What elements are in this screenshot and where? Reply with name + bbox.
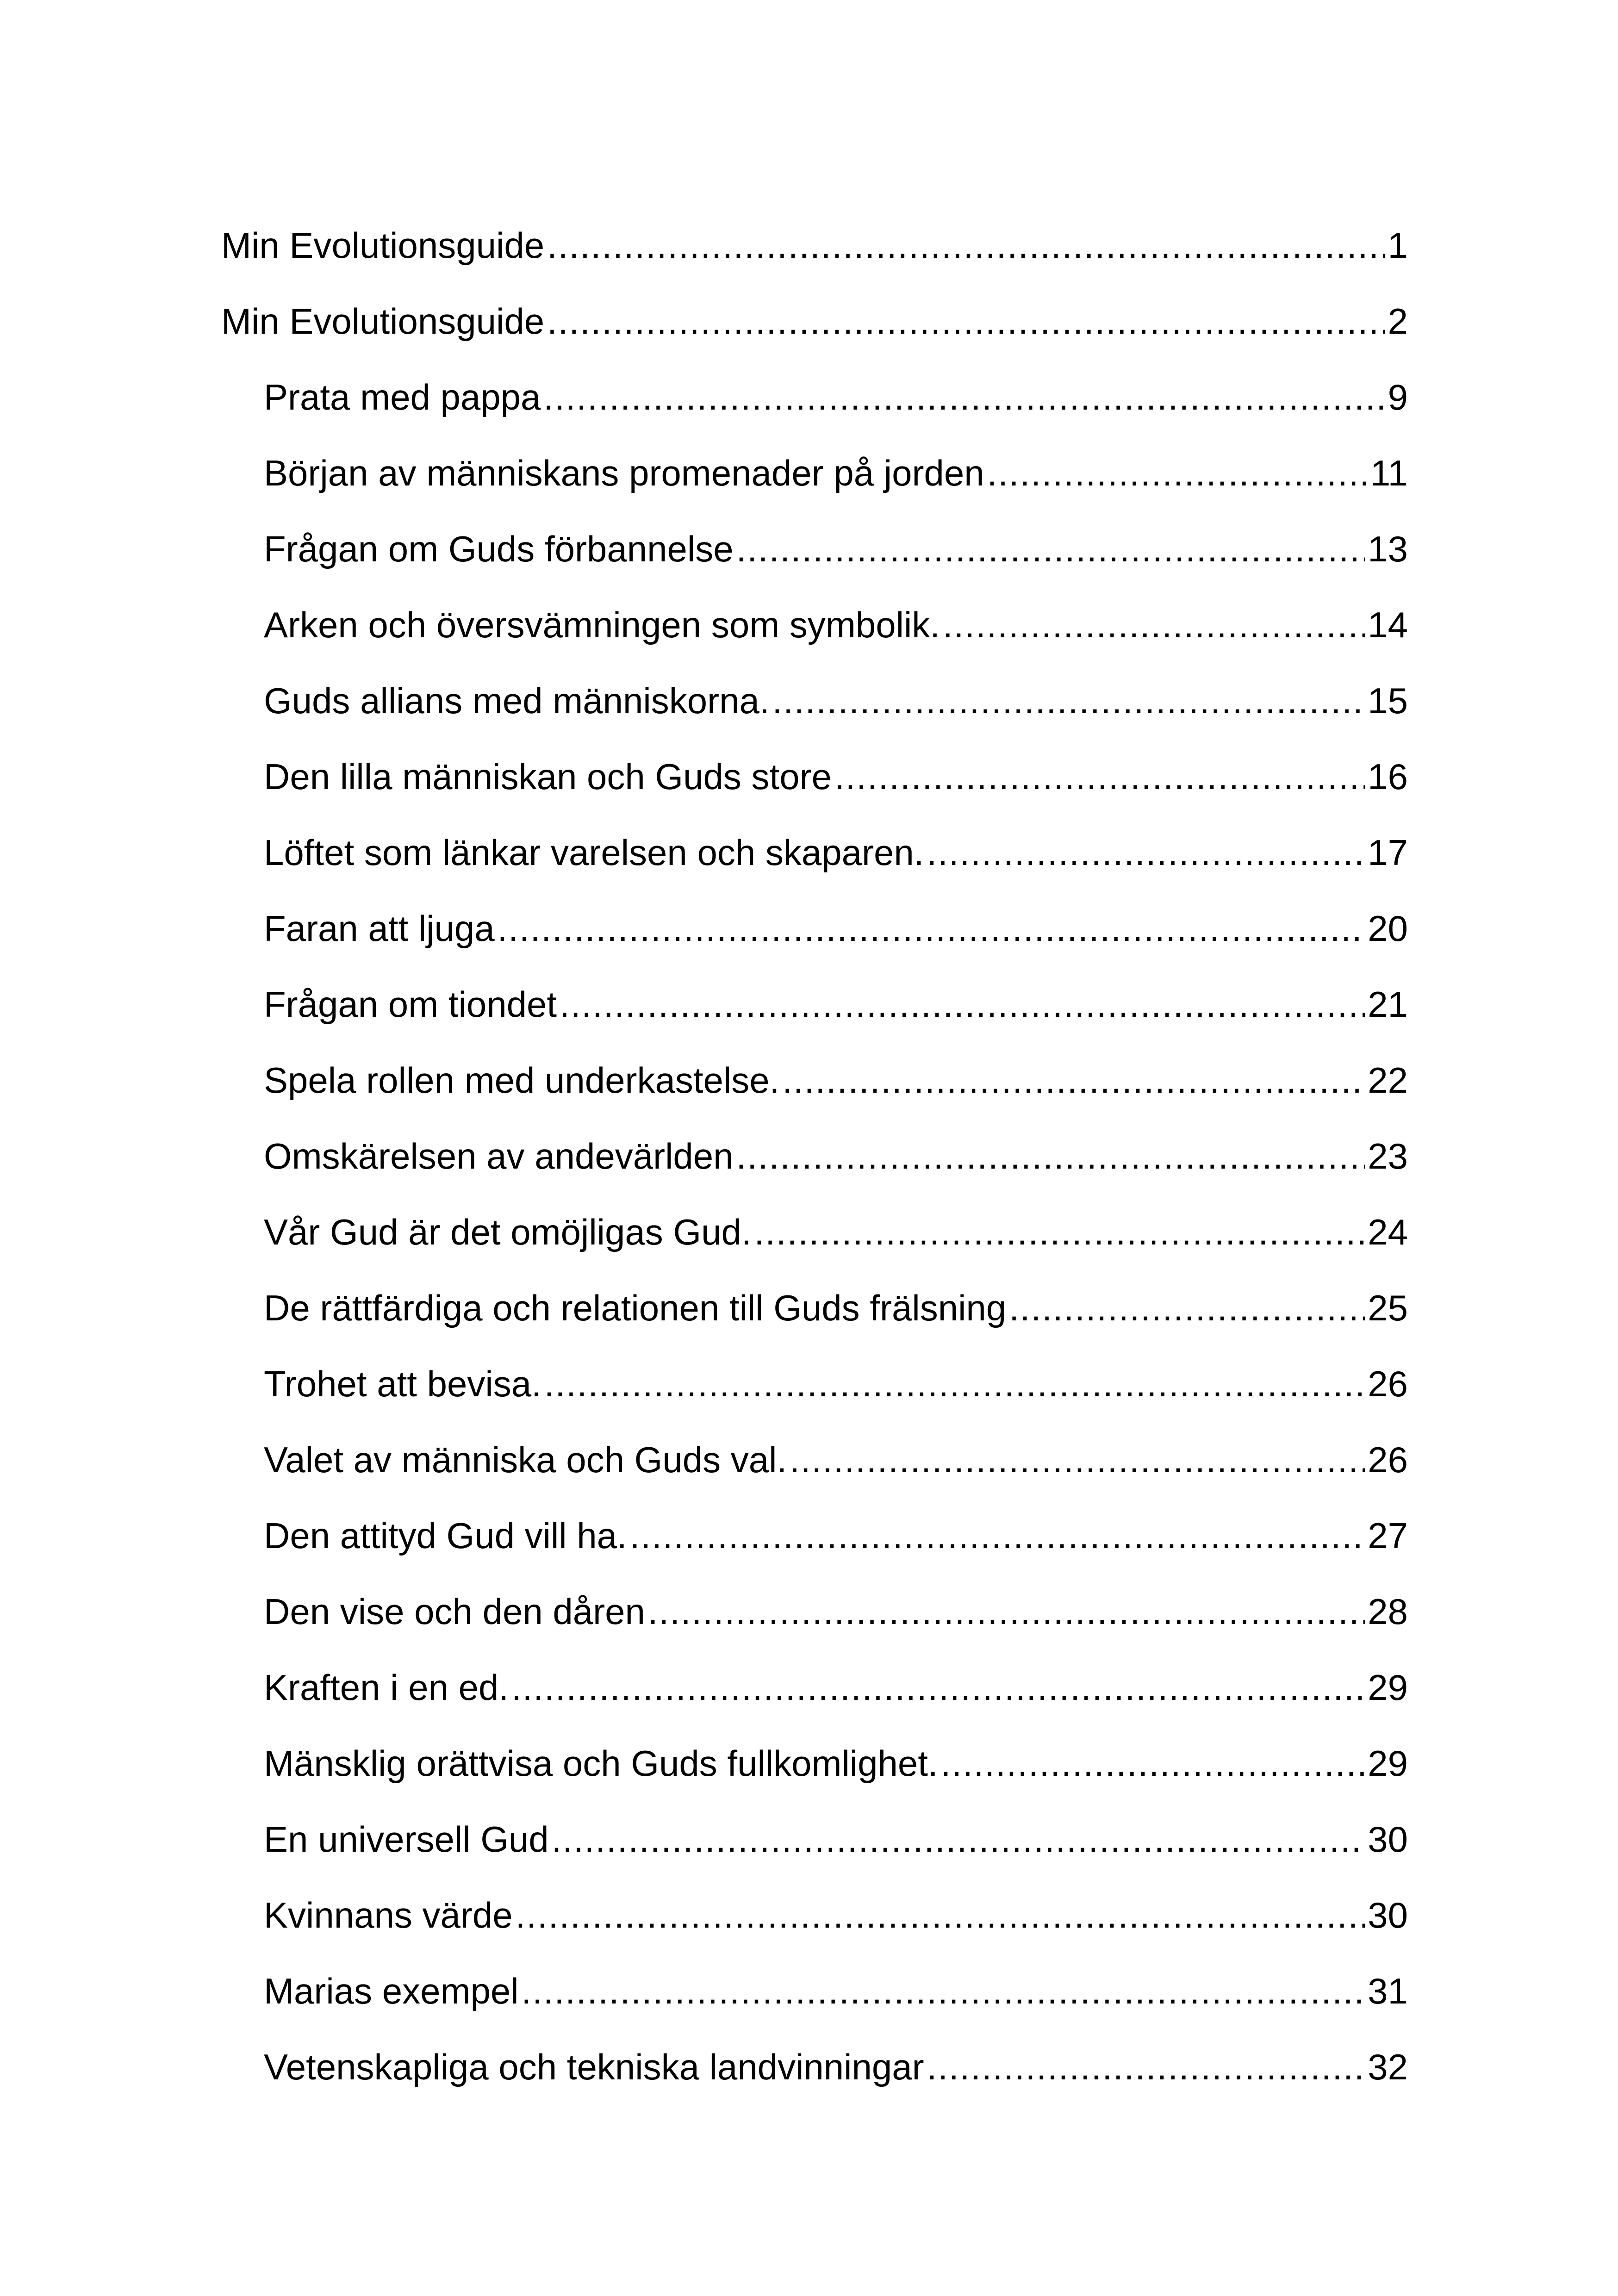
toc-entry-title: Frågan om Guds förbannelse bbox=[264, 529, 734, 569]
toc-dot-leader bbox=[511, 1660, 1365, 1715]
toc-dot-leader bbox=[790, 1432, 1365, 1487]
toc-dot-leader bbox=[987, 445, 1368, 501]
toc-entry-page: 28 bbox=[1368, 1591, 1408, 1632]
toc-entry-page: 22 bbox=[1368, 1060, 1408, 1101]
toc-entry[interactable] bbox=[221, 749, 1408, 825]
toc-entry[interactable] bbox=[221, 369, 1408, 445]
toc-entry[interactable] bbox=[221, 2039, 1408, 2115]
toc-entry-title: Den lilla människan och Guds store bbox=[264, 756, 832, 797]
toc-dot-leader bbox=[736, 521, 1365, 577]
toc-entry[interactable] bbox=[221, 1660, 1408, 1736]
toc-entry[interactable] bbox=[221, 1811, 1408, 1887]
toc-entry-page: 29 bbox=[1368, 1667, 1408, 1708]
toc-entry-page: 2 bbox=[1388, 301, 1408, 342]
toc-dot-leader bbox=[1009, 1280, 1365, 1336]
toc-dot-leader bbox=[754, 1204, 1365, 1260]
toc-entry-title: Löftet som länkar varelsen och skaparen. bbox=[264, 832, 924, 873]
toc-entry[interactable] bbox=[221, 825, 1408, 901]
toc-entry-title: Frågan om tiondet bbox=[264, 984, 557, 1025]
toc-entry-title: Arken och översvämningen som symbolik. bbox=[264, 604, 940, 645]
toc-entry-page: 30 bbox=[1368, 1895, 1408, 1935]
toc-entry[interactable] bbox=[221, 1432, 1408, 1508]
toc-entry-title: Min Evolutionsguide bbox=[221, 225, 545, 266]
toc-dot-leader bbox=[927, 825, 1365, 880]
toc-dot-leader bbox=[560, 977, 1365, 1032]
toc-entry-page: 26 bbox=[1368, 1363, 1408, 1404]
toc-dot-leader bbox=[522, 1963, 1365, 2019]
toc-entry-title: Spela rollen med underkastelse. bbox=[264, 1060, 780, 1101]
toc-entry-title: Mänsklig orättvisa och Guds fullkomlighet. bbox=[264, 1743, 938, 1784]
toc-entry[interactable] bbox=[221, 597, 1408, 673]
toc-dot-leader bbox=[552, 1811, 1365, 1867]
toc-entry-page: 31 bbox=[1368, 1971, 1408, 2011]
toc-entry-title: Omskärelsen av andevärlden bbox=[264, 1136, 734, 1176]
toc-entry[interactable] bbox=[221, 293, 1408, 369]
toc-entry[interactable] bbox=[221, 1052, 1408, 1128]
toc-entry-title: Marias exempel bbox=[264, 1971, 519, 2011]
toc-entry[interactable] bbox=[221, 1584, 1408, 1660]
toc-entry-page: 21 bbox=[1368, 984, 1408, 1025]
toc-entry-title: De rättfärdiga och relationen till Guds frälsning bbox=[264, 1288, 1007, 1328]
toc-dot-leader bbox=[547, 293, 1385, 349]
toc-dot-leader bbox=[543, 369, 1385, 425]
toc-entry-title: Prata med pappa bbox=[264, 377, 541, 417]
toc-entry-title: Vår Gud är det omöjligas Gud. bbox=[264, 1212, 752, 1252]
toc-entry-title: Min Evolutionsguide bbox=[221, 301, 545, 342]
toc-entry[interactable] bbox=[221, 1204, 1408, 1280]
toc-dot-leader bbox=[544, 1356, 1365, 1412]
toc-entry-page: 16 bbox=[1368, 756, 1408, 797]
toc-entry-page: 11 bbox=[1370, 453, 1408, 493]
toc-entry[interactable] bbox=[221, 1280, 1408, 1356]
toc-entry-title: Början av människans promenader på jorden bbox=[264, 453, 984, 493]
toc-entry-page: 27 bbox=[1368, 1515, 1408, 1556]
toc-entry-title: Guds allians med människorna. bbox=[264, 680, 770, 721]
toc-entry[interactable] bbox=[221, 673, 1408, 749]
toc-entry-title: Trohet att bevisa. bbox=[264, 1363, 541, 1404]
toc-entry-title: Vetenskapliga och tekniska landvinningar bbox=[264, 2047, 924, 2087]
toc-entry[interactable] bbox=[221, 218, 1408, 293]
toc-dot-leader bbox=[927, 2039, 1365, 2095]
toc-entry[interactable] bbox=[221, 1887, 1408, 1963]
toc-dot-leader bbox=[648, 1584, 1365, 1639]
toc-dot-leader bbox=[782, 1052, 1365, 1108]
toc-dot-leader bbox=[772, 673, 1365, 728]
toc-entry[interactable] bbox=[221, 521, 1408, 597]
toc-entry-title: Valet av människa och Guds val. bbox=[264, 1439, 787, 1480]
toc-dot-leader bbox=[736, 1128, 1365, 1184]
toc-entry-page: 14 bbox=[1368, 604, 1408, 645]
toc-entry-title: Den attityd Gud vill ha. bbox=[264, 1515, 627, 1556]
toc-entry[interactable] bbox=[221, 901, 1408, 977]
toc-entry-title: Kvinnans värde bbox=[264, 1895, 513, 1935]
toc-entry-title: Den vise och den dåren bbox=[264, 1591, 645, 1632]
toc-entry-page: 26 bbox=[1368, 1439, 1408, 1480]
toc-entry-title: Kraften i en ed. bbox=[264, 1667, 509, 1708]
toc-entry-page: 1 bbox=[1388, 225, 1408, 266]
toc-entry-page: 23 bbox=[1368, 1136, 1408, 1176]
toc-entry-title: En universell Gud bbox=[264, 1819, 549, 1860]
toc-entry-page: 24 bbox=[1368, 1212, 1408, 1252]
toc-entry[interactable] bbox=[221, 1128, 1408, 1204]
toc-entry-page: 17 bbox=[1368, 832, 1408, 873]
toc-entry-page: 32 bbox=[1368, 2047, 1408, 2087]
toc-dot-leader bbox=[941, 1736, 1365, 1791]
table-of-contents bbox=[221, 218, 1408, 2115]
toc-dot-leader bbox=[834, 749, 1365, 804]
toc-entry[interactable] bbox=[221, 1508, 1408, 1584]
toc-dot-leader bbox=[547, 218, 1385, 273]
toc-entry[interactable] bbox=[221, 1356, 1408, 1432]
toc-entry-page: 29 bbox=[1368, 1743, 1408, 1784]
toc-entry-page: 25 bbox=[1368, 1288, 1408, 1328]
toc-dot-leader bbox=[630, 1508, 1365, 1563]
toc-entry-page: 15 bbox=[1368, 680, 1408, 721]
toc-entry-page: 30 bbox=[1368, 1819, 1408, 1860]
toc-entry-title: Faran att ljuga bbox=[264, 908, 495, 949]
toc-dot-leader bbox=[498, 901, 1365, 956]
toc-entry[interactable] bbox=[221, 1736, 1408, 1811]
toc-entry[interactable] bbox=[221, 445, 1408, 521]
toc-entry-page: 13 bbox=[1368, 529, 1408, 569]
toc-entry-page: 20 bbox=[1368, 908, 1408, 949]
toc-entry[interactable] bbox=[221, 1963, 1408, 2039]
toc-entry-page: 9 bbox=[1388, 377, 1408, 417]
toc-dot-leader bbox=[943, 597, 1365, 653]
toc-entry[interactable] bbox=[221, 977, 1408, 1052]
toc-dot-leader bbox=[516, 1887, 1365, 1943]
